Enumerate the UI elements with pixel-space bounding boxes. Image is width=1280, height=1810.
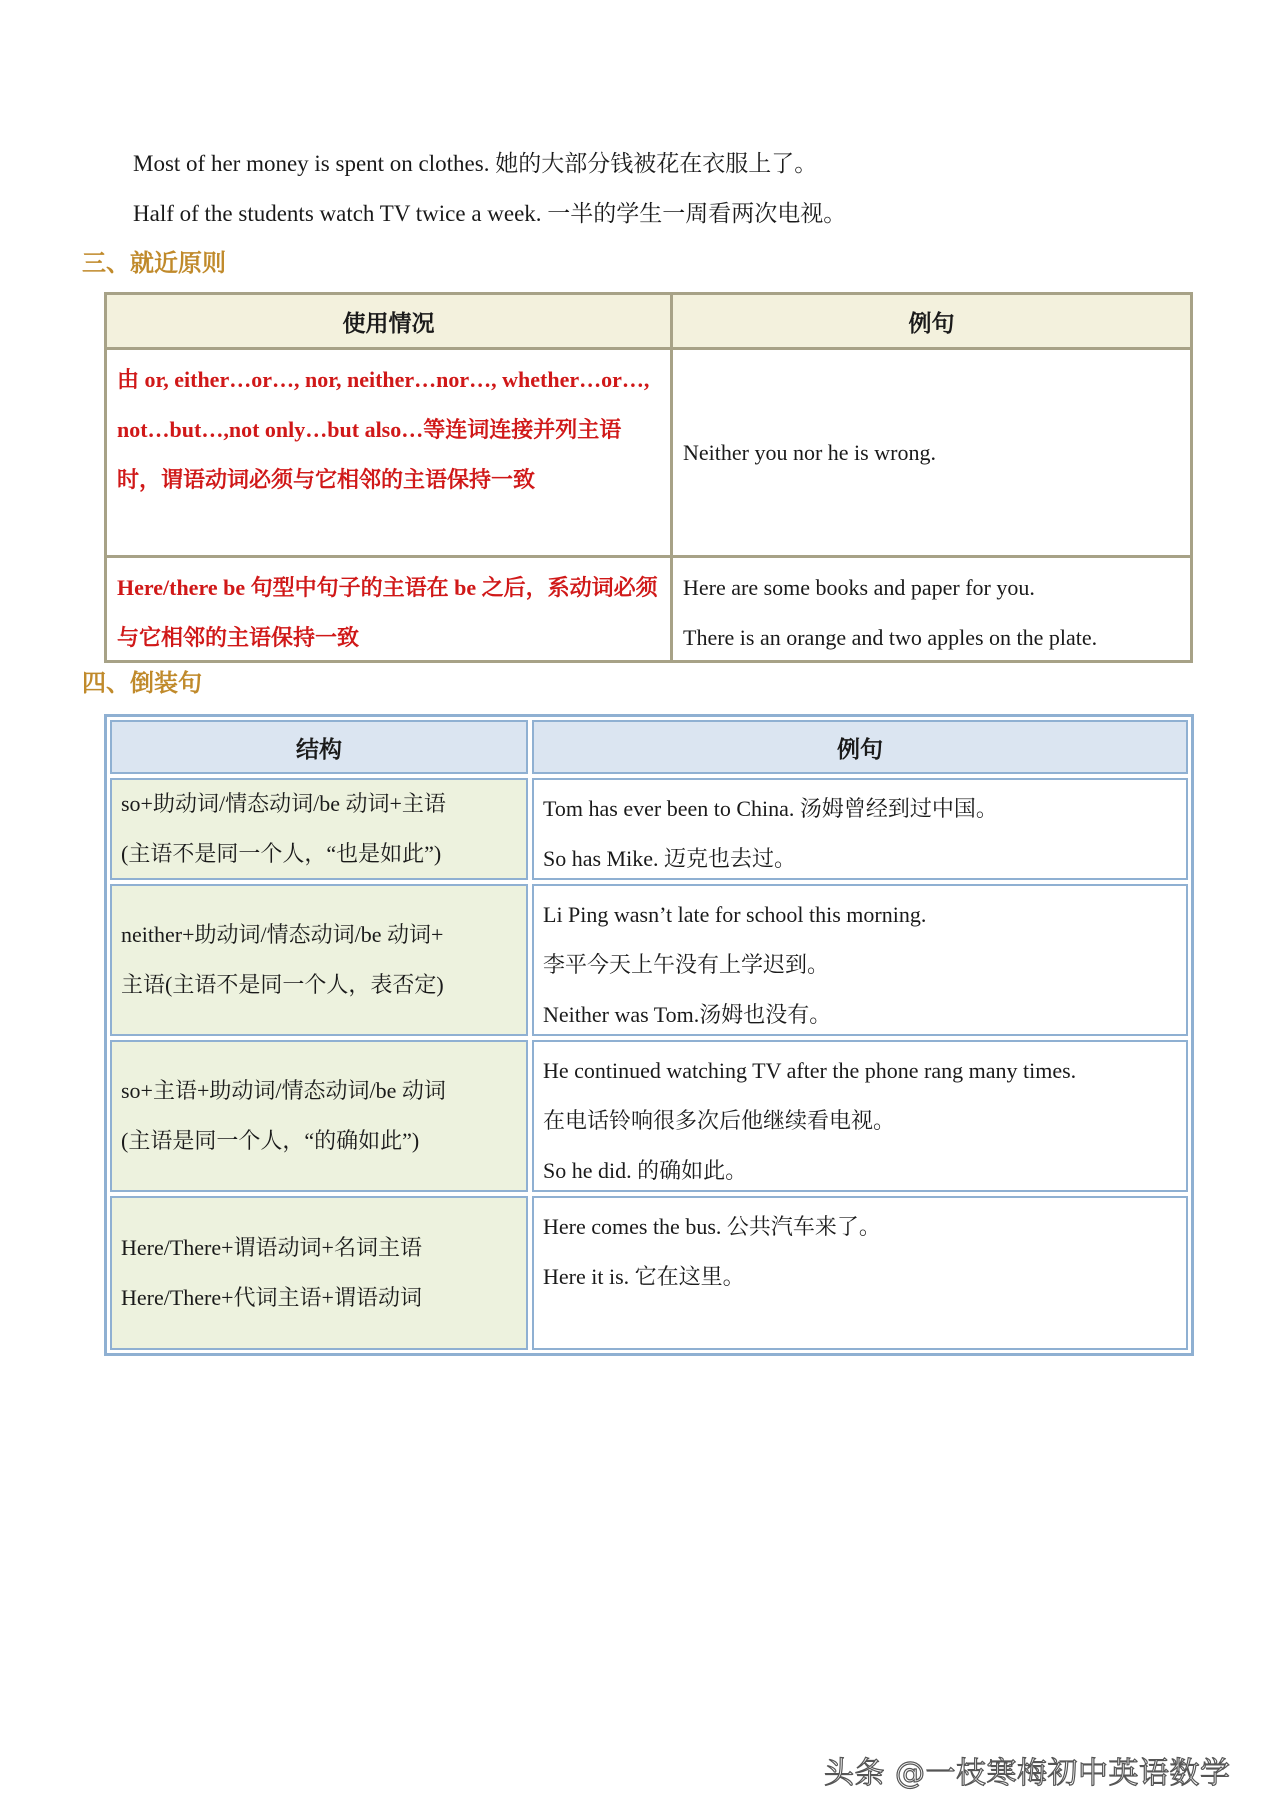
example-line: Li Ping wasn’t late for school this morning. xyxy=(543,902,927,927)
structure-cell xyxy=(110,1196,528,1350)
table-row xyxy=(110,1040,1188,1192)
example-line: He continued watching TV after the phone rang many times. xyxy=(543,1058,1077,1083)
table-header xyxy=(107,295,1190,350)
example-cell xyxy=(532,778,1188,880)
table-row xyxy=(110,1196,1188,1350)
example-line: There is an orange and two apples on the plate. xyxy=(683,625,1098,650)
structure-line: Here/There+代词主语+谓语动词 xyxy=(121,1285,422,1310)
example-cell xyxy=(532,1196,1188,1350)
table-row xyxy=(110,884,1188,1036)
structure-line: so+助动词/情态动词/be 动词+主语 xyxy=(121,791,446,816)
example-line: Neither you nor he is wrong. xyxy=(683,439,936,465)
structure-line: so+主语+助动词/情态动词/be 动词 xyxy=(121,1078,446,1103)
section-3-title: 三、就近原则 xyxy=(82,249,226,277)
rule-text: 由 or, either…or…, nor, neither…nor…, whether…or…, not…but…,not only…but also…等连词连接并列主语时，谓语动词必须与它相邻的主语保持一致 xyxy=(107,350,673,555)
header-usage: 使用情况 xyxy=(107,295,673,347)
structure-line: 主语(主语不是同一个人，表否定) xyxy=(121,972,444,997)
example-line: So he did. 的确如此。 xyxy=(543,1158,748,1183)
structure-line: Here/There+谓语动词+名词主语 xyxy=(121,1235,422,1260)
structure-line: neither+助动词/情态动词/be 动词+ xyxy=(121,922,444,947)
example-cell xyxy=(532,1040,1188,1192)
structure-line: (主语不是同一个人，“也是如此”) xyxy=(121,841,442,866)
structure-cell xyxy=(110,884,528,1036)
structure-line: (主语是同一个人，“的确如此”) xyxy=(121,1128,420,1153)
table-row xyxy=(110,778,1188,880)
example-line: 在电话铃响很多次后他继续看电视。 xyxy=(543,1108,896,1133)
structure-cell xyxy=(110,778,528,880)
table-header xyxy=(110,720,1188,774)
section-4-title: 四、倒装句 xyxy=(82,669,202,697)
inversion-table xyxy=(104,714,1194,1356)
example-cell xyxy=(673,350,1190,555)
header-example: 例句 xyxy=(908,310,955,337)
intro-line-1: Most of her money is spent on clothes. 她的大部分钱被花在衣服上了。 xyxy=(133,151,818,176)
intro-line-2: Half of the students watch TV twice a week. 一半的学生一周看两次电视。 xyxy=(133,201,847,226)
watermark: 头条 @一枝寒梅初中英语数学 xyxy=(824,1756,1231,1791)
table-row xyxy=(107,350,1190,558)
example-cell xyxy=(673,558,1190,660)
example-line: Here are some books and paper for you. xyxy=(683,575,1035,600)
structure-cell xyxy=(110,1040,528,1192)
example-line: So has Mike. 迈克也去过。 xyxy=(543,846,797,871)
example-line: Neither was Tom.汤姆也没有。 xyxy=(543,1002,832,1027)
header-example: 例句 xyxy=(532,720,1188,774)
example-cell xyxy=(532,884,1188,1036)
example-line: Here it is. 它在这里。 xyxy=(543,1264,745,1289)
proximity-rule-table xyxy=(104,292,1193,663)
example-line: Here comes the bus. 公共汽车来了。 xyxy=(543,1214,881,1239)
header-structure: 结构 xyxy=(110,720,528,774)
example-line: Tom has ever been to China. 汤姆曾经到过中国。 xyxy=(543,796,998,821)
table-row xyxy=(107,558,1190,660)
rule-text: Here/there be 句型中句子的主语在 be 之后，系动词必须与它相邻的主语保持一致 xyxy=(107,558,673,660)
example-line: 李平今天上午没有上学迟到。 xyxy=(543,952,830,977)
